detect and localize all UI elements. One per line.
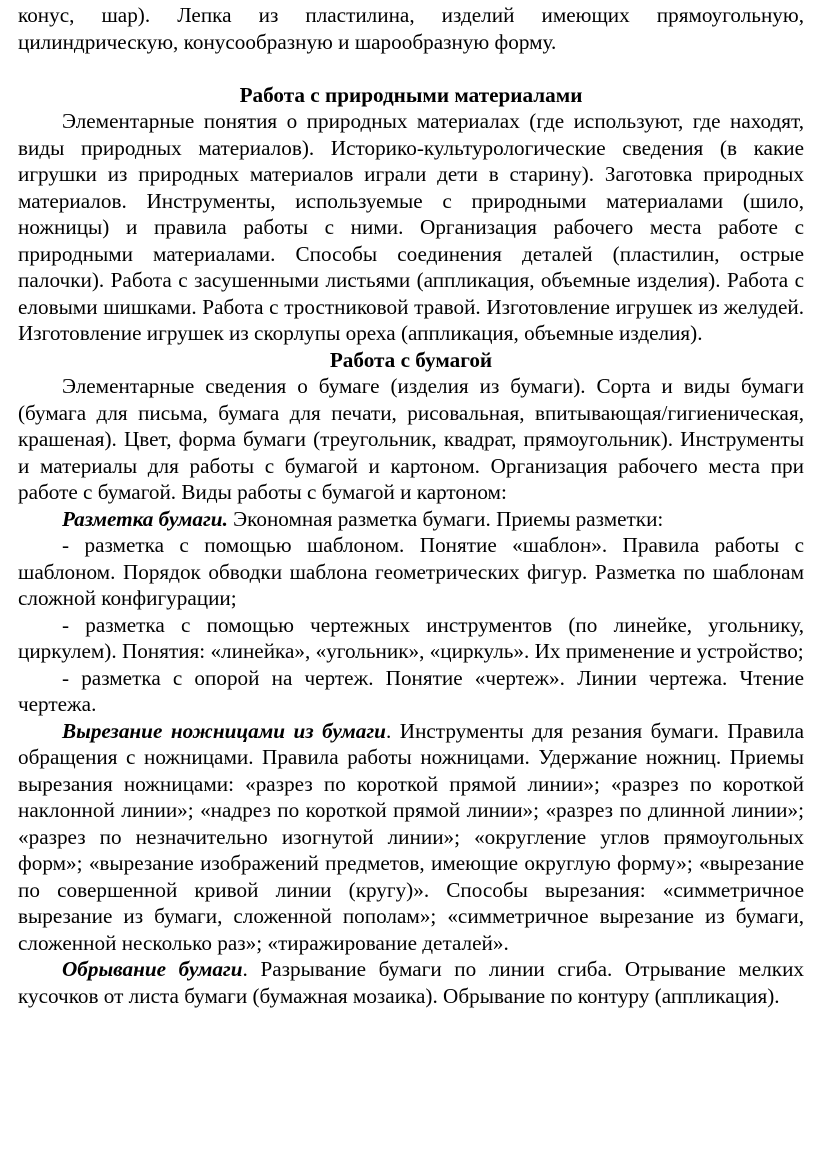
- tearing-text: . Разрывание бумаги по линии сгиба. Отрывание мелких кусочков от листа бумаги (бумажная мозаика). Обрывание по контуру (аппликация).: [18, 957, 804, 1008]
- section-heading-natural-materials: Работа с природными материалами: [239, 82, 583, 107]
- marking-item-drawing: - разметка с опорой на чертеж. Понятие «чертеж». Линии чертежа. Чтение чертежа.: [18, 665, 804, 716]
- section-heading-paper: Работа с бумагой: [329, 347, 493, 372]
- marking-paragraph: [18, 506, 804, 533]
- marking-lead: Разметка бумаги.: [62, 506, 228, 531]
- marking-text: Экономная разметка бумаги. Приемы разметки:: [227, 506, 664, 531]
- tearing-paragraph: [18, 956, 804, 1009]
- cutting-lead: Вырезание ножницами из бумаги: [62, 718, 386, 743]
- intro-paragraph: конус, шар). Лепка из пластилина, изделий имеющих прямоугольную, цилиндрическую, конусообразную и шарообразную форму.: [18, 3, 804, 54]
- natural-materials-paragraph: Элементарные понятия о природных материалах (где используют, где находят, виды природных материалов). Историко-культурологические сведения (в какие игрушки из природных материалов играли дети в старину). Заготовка природных материалов. Инструменты, используемые с природными материалами (шило, ножницы) и правила работы с ними. Организация рабочего места работе с природными материалами. Способы соединения деталей (пластилин, острые палочки). Работа с засушенными листьями (аппликация, объемные изделия). Работа с еловыми шишками. Работа с тростниковой травой. Изготовление игрушек из желудей. Изготовление игрушек из скорлупы ореха (аппликация, объемные изделия).: [18, 109, 804, 345]
- marking-item-tools: - разметка с помощью чертежных инструментов (по линейке, угольнику, циркулем). Понятия: «линейка», «угольник», «циркуль». Их применение и устройство;: [18, 612, 804, 663]
- cutting-paragraph: [18, 718, 804, 957]
- tearing-lead: Обрывание бумаги: [62, 957, 243, 981]
- marking-item-template: - разметка с помощью шаблоном. Понятие «шаблон». Правила работы с шаблоном. Порядок обводки шаблона геометрических фигур. Разметка по шаблонам сложной конфигурации;: [18, 533, 804, 610]
- cutting-text: . Инструменты для резания бумаги. Правила обращения с ножницами. Правила работы ножницами. Удержание ножниц. Приемы вырезания ножницами: «разрез по короткой прямой линии»; «разрез по короткой наклонной линии»; «надрез по короткой прямой линии»; «разрез по длинной линии»; «разрез по незначительно изогнутой линии»; «округление углов прямоугольных форм»; «вырезание изображений предметов, имеющие округлую форму»; «вырезание по совершенной кривой линии (кругу)». Способы вырезания: «симметричное вырезание из бумаги, сложенной пополам»; «симметричное вырезание из бумаги, сложенной несколько раз»; «тиражирование деталей».: [18, 718, 804, 955]
- paper-paragraph: Элементарные сведения о бумаге (изделия из бумаги). Сорта и виды бумаги (бумага для письма, бумага для печати, рисовальная, впитывающая/гигиеническая, крашеная). Цвет, форма бумаги (треугольник, квадрат, прямоугольник). Инструменты и материалы для работы с бумагой и картоном. Организация рабочего места при работе с бумагой. Виды работы с бумагой и картоном:: [18, 374, 804, 504]
